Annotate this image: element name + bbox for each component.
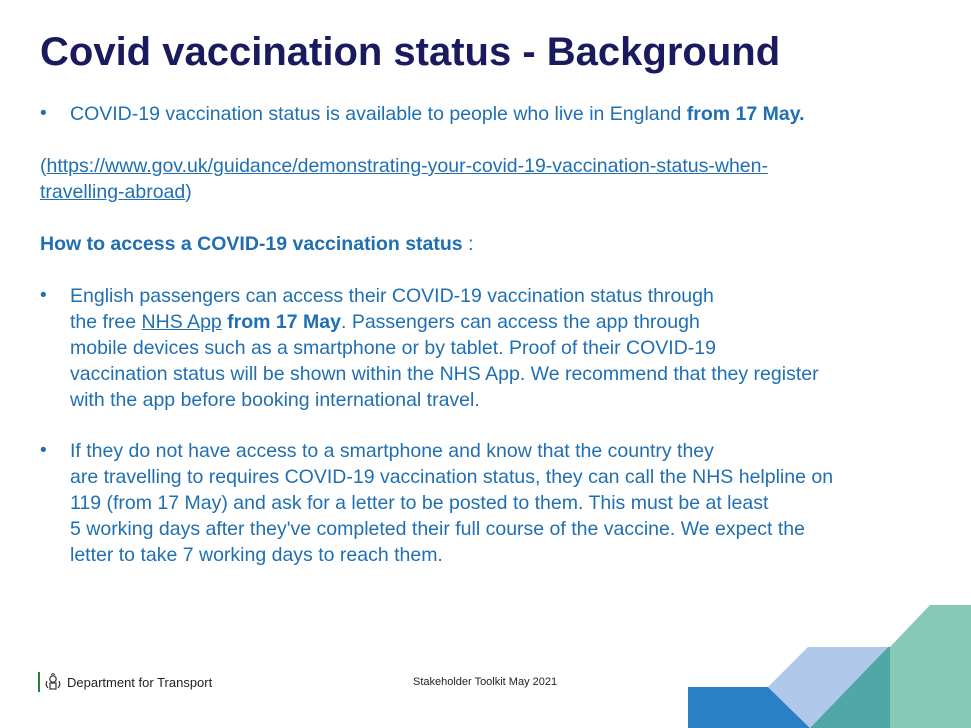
department-name: Department for Transport xyxy=(67,674,213,690)
footer-toolkit-label: Stakeholder Toolkit May 2021 xyxy=(413,676,558,688)
intro-text xyxy=(70,101,805,127)
bullet2-line-5: letter to take 7 working days to reach them. xyxy=(70,544,443,566)
bullet2-line-4: 5 working days after they've completed their full course of the vaccine. We expect the xyxy=(70,518,805,540)
decor-mint-shape xyxy=(890,605,971,728)
nhs-app-link[interactable]: NHS App xyxy=(141,311,222,333)
intro-bold: from 17 May. xyxy=(686,103,805,125)
bullet1-line-3: mobile devices such as a smartphone or by tablet. Proof of their COVID-19 xyxy=(70,337,716,359)
logo-bar xyxy=(38,672,40,692)
reference-close-paren: ) xyxy=(185,181,192,203)
corner-decoration xyxy=(688,605,971,728)
reference-line-1 xyxy=(40,153,768,179)
page-title: Covid vaccination status - Background xyxy=(40,30,781,74)
guidance-link-continued[interactable]: travelling-abroad xyxy=(40,181,186,203)
guidance-link[interactable]: https://www.gov.uk/guidance/demonstrating-your-covid-19-vaccination-status-when- xyxy=(46,155,768,177)
department-logo xyxy=(38,671,212,693)
bullet2-line-2: are travelling to requires COVID-19 vaccination status, they can call the NHS helpline on xyxy=(70,466,834,488)
bullet1-line-2 xyxy=(70,309,700,335)
bullet-marker: • xyxy=(40,440,47,461)
royal-crest-icon xyxy=(43,673,63,691)
bullet2-line-1: If they do not have access to a smartphone and know that the country they xyxy=(70,440,714,462)
bullet-marker: • xyxy=(40,103,47,124)
bullet1-line-5: with the app before booking international travel. xyxy=(70,389,480,411)
bullet2-line-3: 119 (from 17 May) and ask for a letter to be posted to them. This must be at least xyxy=(70,492,769,514)
bullet1-line-2-pre: the free xyxy=(70,311,142,333)
how-to-heading-suffix: : xyxy=(462,233,474,255)
bullet1-line-2-post: . Passengers can access the app through xyxy=(340,311,700,333)
bullet1-line-1: English passengers can access their COVID-19 vaccination status through xyxy=(70,285,714,307)
how-to-heading-bold: How to access a COVID-19 vaccination status xyxy=(40,233,463,255)
how-to-heading xyxy=(40,231,474,257)
reference-open-paren: ( xyxy=(40,155,47,177)
reference-line-2 xyxy=(40,179,192,205)
bullet-marker: • xyxy=(40,285,47,306)
bullet1-line-4: vaccination status will be shown within the NHS App. We recommend that they register xyxy=(70,363,819,385)
intro-plain: COVID-19 vaccination status is available to people who live in England xyxy=(70,103,687,125)
bullet1-line-2-bold: from 17 May xyxy=(221,311,341,333)
